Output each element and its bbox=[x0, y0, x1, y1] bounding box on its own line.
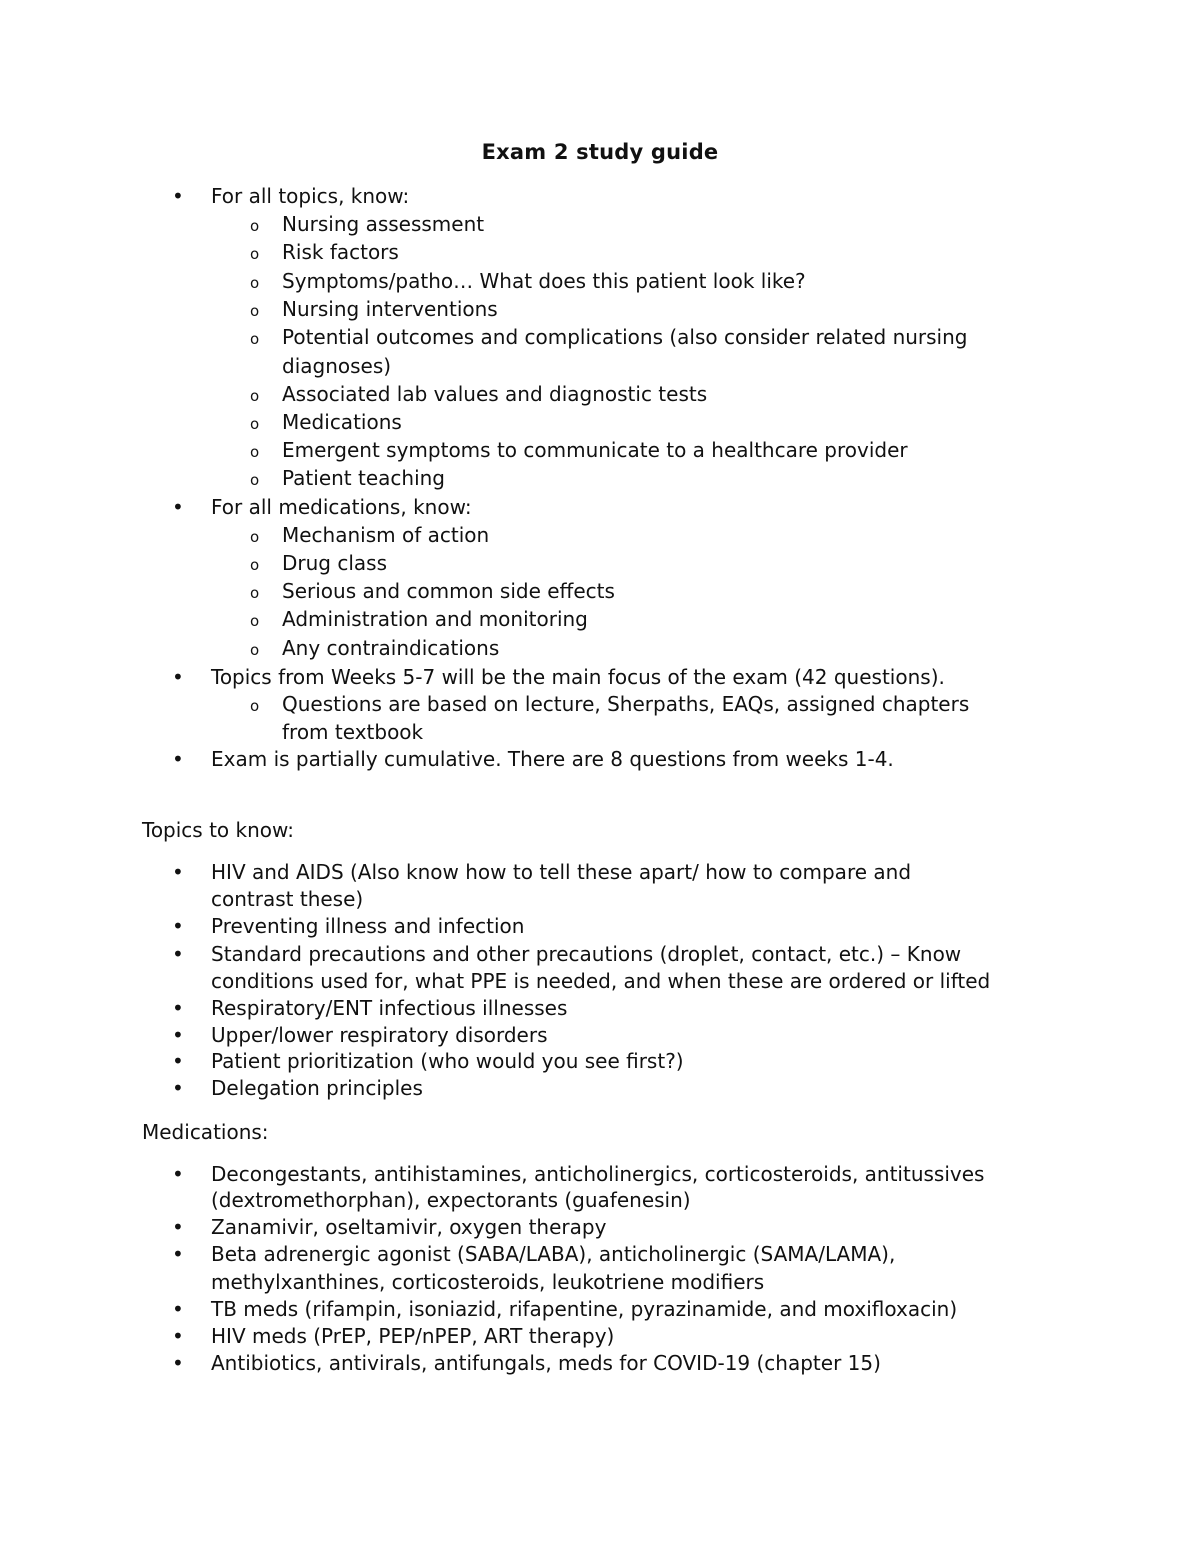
sub-bullet-icon: o bbox=[250, 471, 260, 489]
sub-bullet-icon: o bbox=[250, 584, 260, 602]
sub-bullet-icon: o bbox=[250, 556, 260, 574]
page-title: Exam 2 study guide bbox=[481, 140, 719, 164]
section-heading-topics: Topics to know: bbox=[142, 818, 295, 842]
sub-bullet-icon: o bbox=[250, 217, 260, 235]
bullet-icon: • bbox=[172, 665, 184, 689]
bullet-icon: • bbox=[172, 1324, 184, 1348]
document-page: Exam 2 study guide • For all topics, know: o Nursing assessment o Risk factors o Symptoms/patho… What does this patient look like? o Nursing interventions o Potential outcomes and complications (also consider related nursing diagnoses) o Associated lab values and diagnostic tests o Medications o Emergent symptoms to communicate to a healthcare provider o Patient teaching • For all medications, know: o Mechanism of action o Drug class o Serious and common side effects o Administration and monitoring o Any contraindications • Topics from Weeks 5-7 will be the main focus of the exam (42 questions). o Questions are based on lecture, Sherpaths, EAQs, assigned chapters from textbook • Exam is partially cumulative. There are 8 questions from weeks 1-4. Topics to know: • HIV and AIDS (Also know how to tell these apart/ how to compare and contrast these) • Preventing illness and infection • Standard precautions and other precautions (droplet, contact, etc.) – Know conditions used for, what PPE is needed, and when these are ordered or lifted • Respiratory/ENT infectious illnesses • Upper/lower respiratory disorders • Patient prioritization (who would you see first?) • Delegation principles Medications: • Decongestants, antihistamines, anticholinergics, corticosteroids, antitussives (dextromethorphan), expectorants (guafenesin) • Zanamivir, oseltamivir, oxygen therapy • Beta adrenergic agonist (SABA/LABA), anticholinergic (SAMA/LAMA), methylxanthines, corticosteroids, leukotriene modifiers • TB meds (rifampin, isoniazid, rifapentine, pyrazinamide, and moxifloxacin) • HIV meds (PrEP, PEP/nPEP, ART therapy) • Antibiotics, antivirals, antifungals, meds for COVID-19 (chapter 15) bbox=[0, 0, 1200, 1553]
bullet-icon: • bbox=[172, 996, 184, 1020]
bullet-icon: • bbox=[172, 1215, 184, 1239]
sub-bullet-icon: o bbox=[250, 302, 260, 320]
sub-bullet-icon: o bbox=[250, 330, 260, 348]
sub-bullet-icon: o bbox=[250, 612, 260, 630]
bullet-icon: • bbox=[172, 1242, 184, 1266]
sub-bullet-icon: o bbox=[250, 697, 260, 715]
bullet-icon: • bbox=[172, 184, 184, 208]
sub-bullet-icon: o bbox=[250, 245, 260, 263]
section-heading-medications: Medications: bbox=[142, 1120, 269, 1144]
bullet-icon: • bbox=[172, 1049, 184, 1073]
bullet-icon: • bbox=[172, 1351, 184, 1375]
bullet-icon: • bbox=[172, 1162, 184, 1186]
bullet-icon: • bbox=[172, 942, 184, 966]
bullet-icon: • bbox=[172, 1297, 184, 1321]
sub-bullet-icon: o bbox=[250, 528, 260, 546]
bullet-icon: • bbox=[172, 747, 184, 771]
bullet-icon: • bbox=[172, 1023, 184, 1047]
sub-bullet-icon: o bbox=[250, 641, 260, 659]
sub-bullet-icon: o bbox=[250, 415, 260, 433]
sub-bullet-icon: o bbox=[250, 443, 260, 461]
bullet-icon: • bbox=[172, 495, 184, 519]
bullet-icon: • bbox=[172, 914, 184, 938]
sub-bullet-icon: o bbox=[250, 387, 260, 405]
sub-bullet-icon: o bbox=[250, 274, 260, 292]
bullet-icon: • bbox=[172, 1076, 184, 1100]
bullet-icon: • bbox=[172, 860, 184, 884]
